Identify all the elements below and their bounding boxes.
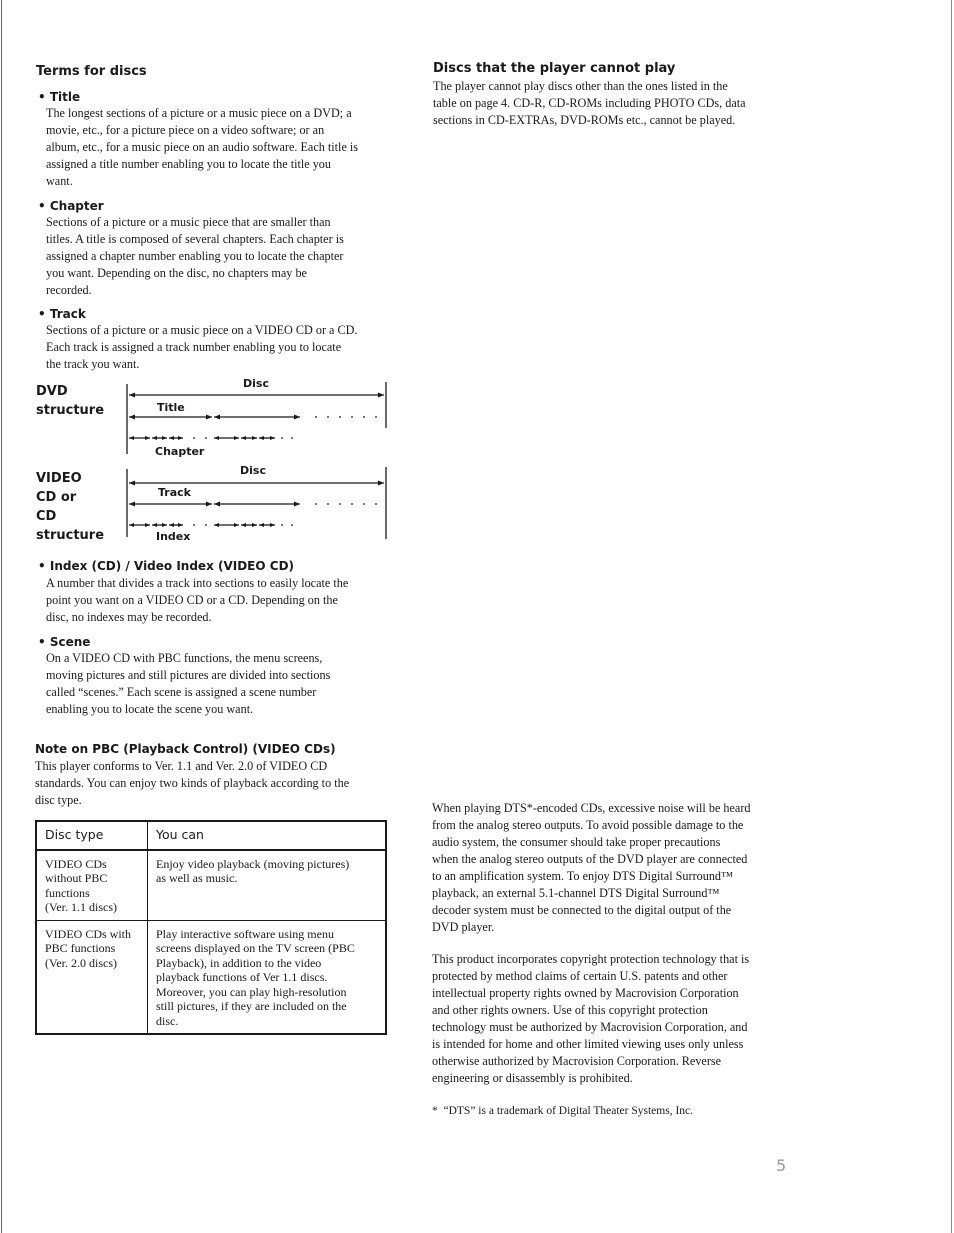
line: technology must be authorized by Macrovision Corporation, and [432, 1020, 748, 1034]
dts-warning-text [432, 800, 750, 936]
table-cell-disc-type [36, 850, 148, 921]
continuation-dots [281, 437, 293, 439]
line: Sections of a picture or a music piece that are smaller than [46, 215, 331, 229]
footnote-mark: * [432, 1105, 438, 1117]
label-line: CD or [36, 490, 77, 505]
table-cell-disc-type [36, 920, 148, 1034]
line: This player conforms to Ver. 1.1 and Ver. 2.0 of VIDEO CD [35, 759, 328, 773]
line: The player cannot play discs other than the ones listed in the [433, 79, 728, 93]
dvd-title-label: Title [157, 401, 185, 414]
line: point you want on a VIDEO CD or a CD. Depending on the [46, 593, 338, 607]
line: assigned a title number enabling you to locate the title you [46, 157, 331, 171]
line: album, etc., for a music piece on an audio software. Each title is [46, 140, 359, 154]
table-cell-you-can [148, 850, 387, 921]
term-index-label: Index (CD) / Video Index (VIDEO CD) [49, 559, 295, 573]
line: moving pictures and still pictures are divided into sections [46, 668, 331, 682]
line: is intended for home and other limited viewing uses only unless [432, 1037, 744, 1051]
line: (Ver. 2.0 discs) [45, 955, 117, 970]
cannot-play-text [433, 78, 746, 129]
line: Playback), in addition to the video [156, 955, 322, 970]
dvd-structure-label [36, 382, 104, 420]
pbc-disc-type-table [35, 820, 387, 1035]
line: protected by method claims of certain U.S. patents and other [432, 969, 728, 983]
pbc-heading: Note on PBC (Playback Control) (VIDEO CDs) [35, 742, 336, 756]
continuation-dots [315, 503, 377, 505]
term-scene-label: Scene [49, 635, 91, 649]
line: table on page 4. CD-R, CD-ROMs including PHOTO CDs, data [433, 96, 746, 110]
line: Sections of a picture or a music piece on a VIDEO CD or a CD. [46, 323, 358, 337]
arrow-head [378, 393, 384, 398]
chapter-definition [46, 214, 344, 299]
line: standards. You can enjoy two kinds of playback according to the [35, 776, 350, 790]
line: playback, an external 5.1-channel DTS Digital Surround™ [432, 886, 720, 900]
line: still pictures, if they are included on the [156, 999, 347, 1013]
line: Each track is assigned a track number enabling you to locate [46, 340, 342, 354]
line: The longest sections of a picture or a music piece on a DVD; a [46, 106, 352, 120]
line: otherwise authorized by Macrovision Corporation. Reverse [432, 1054, 722, 1068]
line: A number that divides a track into sections to easily locate the [46, 576, 349, 590]
footnote-text: “DTS” is a trademark of Digital Theater Systems, Inc. [443, 1105, 694, 1117]
vcd-structure-label [36, 469, 104, 545]
line: enabling you to locate the scene you want. [46, 702, 254, 716]
dts-footnote [432, 1103, 693, 1120]
term-chapter-label: Chapter [49, 199, 104, 213]
line: intellectual property rights owned by Macrovision Corporation [432, 986, 739, 1000]
term-title-label: Title [49, 90, 81, 104]
line: disc, no indexes may be recorded. [46, 610, 212, 624]
term-scene: • Scene [38, 635, 91, 649]
continuation-dots [315, 416, 377, 418]
label-line: structure [36, 403, 105, 418]
dvd-chapter-label: Chapter [155, 445, 205, 458]
line: PBC functions [45, 941, 116, 955]
line: as well as music. [156, 871, 238, 885]
table-row [36, 850, 386, 921]
term-track-label: Track [49, 307, 86, 321]
copyright-text [432, 951, 749, 1087]
table-row [36, 920, 386, 1034]
vcd-disc-label: Disc [240, 464, 266, 477]
line: audio system, the consumer should take proper precautions [432, 835, 721, 849]
continuation-dots [281, 524, 293, 526]
label-line: VIDEO [36, 471, 82, 486]
arrow-head [129, 415, 135, 420]
line: DVD player. [432, 920, 495, 934]
line: movie, etc., for a picture piece on a video software; or an [46, 123, 325, 137]
line: decoder system must be connected to the digital output of the [432, 903, 732, 917]
table-header-row [36, 821, 386, 850]
dvd-disc-label: Disc [243, 377, 269, 390]
index-definition [46, 575, 348, 626]
table-cell-you-can [148, 920, 387, 1034]
term-chapter: • Chapter [38, 199, 104, 213]
cannot-play-heading: Discs that the player cannot play [433, 61, 676, 76]
label-line: structure [36, 528, 105, 543]
line: disc type. [35, 793, 82, 807]
line: want. [46, 174, 73, 188]
scene-definition [46, 650, 330, 718]
line: sections in CD-EXTRAs, DVD-ROMs etc., cannot be played. [433, 113, 736, 127]
arrow-head [294, 415, 300, 420]
line: titles. A title is composed of several chapters. Each chapter is [46, 232, 344, 246]
arrow-head [206, 415, 212, 420]
line: Play interactive software using menu [156, 926, 334, 941]
line: recorded. [46, 283, 92, 297]
pbc-text [35, 758, 349, 809]
continuation-dots [193, 437, 207, 439]
line: Moreover, you can play high-resolution [156, 984, 347, 999]
column-header-disc-type: Disc type [36, 821, 148, 850]
line: VIDEO CDs [45, 856, 107, 871]
page-edge-right [951, 0, 952, 1233]
line: This product incorporates copyright protection technology that is [432, 952, 750, 966]
line: without PBC [45, 871, 108, 885]
arrow-head [129, 393, 135, 398]
line: (Ver. 1.1 discs) [45, 900, 117, 914]
title-definition [46, 105, 358, 190]
line: playback functions of Ver 1.1 discs. [156, 970, 328, 984]
term-track: • Track [38, 307, 86, 321]
line: On a VIDEO CD with PBC functions, the menu screens, [46, 651, 323, 665]
line: VIDEO CDs with [45, 926, 131, 941]
label-line: DVD [36, 384, 68, 399]
label-line: CD [36, 509, 57, 524]
continuation-dots [193, 524, 207, 526]
line: you want. Depending on the disc, no chapters may be [46, 266, 307, 280]
line: when the analog stereo outputs of the DVD player are connected [432, 852, 748, 866]
line: the track you want. [46, 357, 140, 371]
line: from the analog stereo outputs. To avoid possible damage to the [432, 818, 744, 832]
line: disc. [156, 1013, 179, 1028]
term-title: • Title [38, 90, 81, 104]
arrow-head [214, 415, 220, 420]
term-index: • Index (CD) / Video Index (VIDEO CD) [38, 559, 295, 573]
page-number: 5 [776, 1156, 787, 1175]
terms-heading: Terms for discs [36, 64, 147, 79]
line: engineering or disassembly is prohibited. [432, 1071, 633, 1085]
line: Enjoy video playback (moving pictures) [156, 856, 350, 871]
line: called “scenes.” Each scene is assigned a scene number [46, 685, 317, 699]
line: and other rights owners. Use of this copyright protection [432, 1003, 708, 1017]
line: When playing DTS*-encoded CDs, excessive noise will be heard [432, 801, 751, 815]
line: assigned a chapter number enabling you to locate the chapter [46, 249, 344, 263]
line: functions [45, 885, 90, 900]
vcd-index-label: Index [156, 530, 191, 543]
vcd-track-label: Track [158, 486, 191, 499]
track-definition [46, 322, 358, 373]
line: screens displayed on the TV screen (PBC [156, 941, 355, 955]
line: to an amplification system. To enjoy DTS Digital Surround™ [432, 869, 733, 883]
column-header-you-can: You can [148, 821, 387, 850]
page-edge-left [1, 0, 2, 1233]
